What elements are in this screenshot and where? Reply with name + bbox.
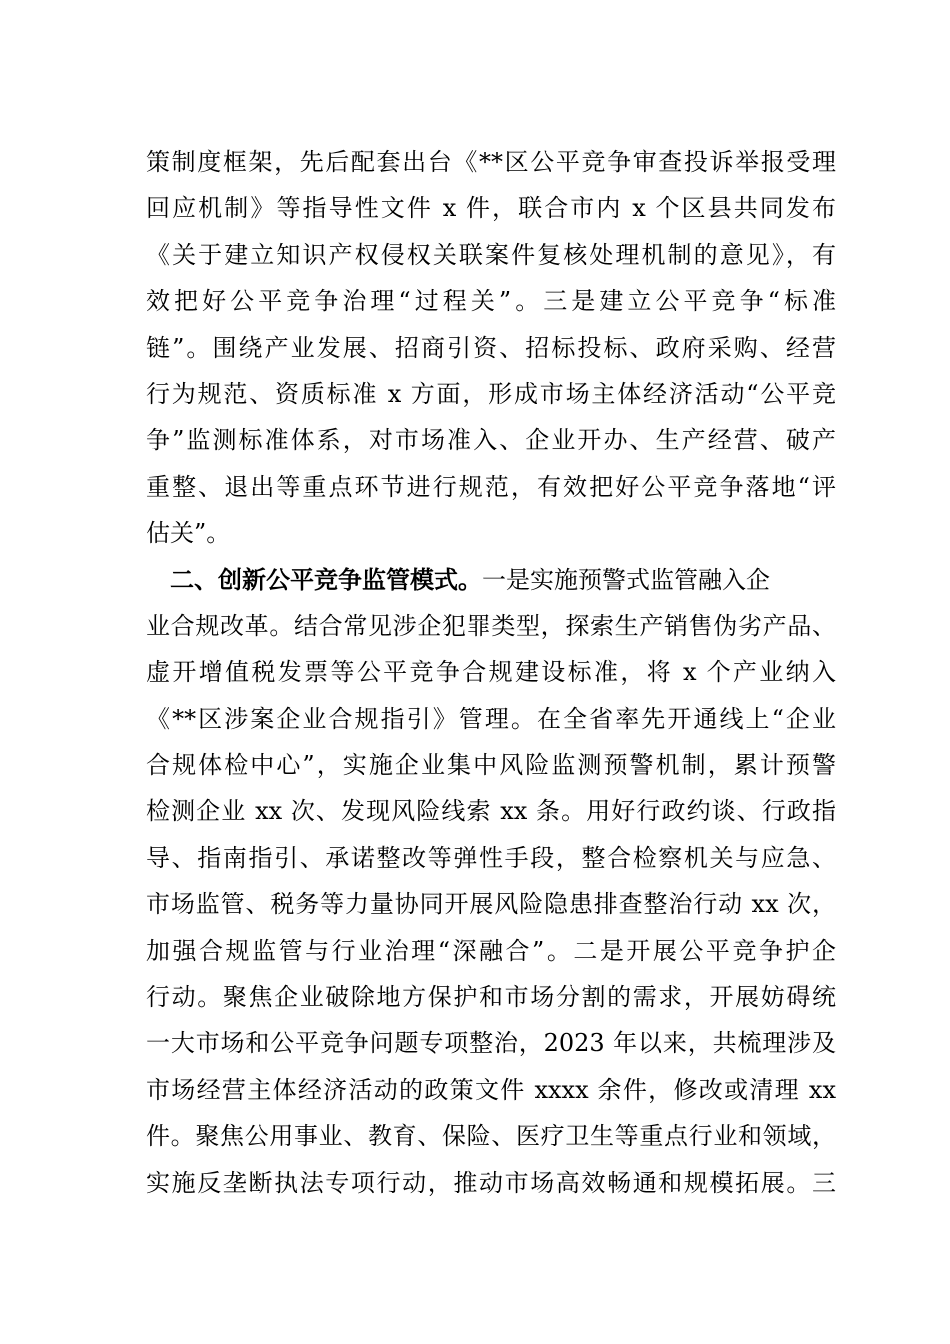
text-line <box>146 557 836 603</box>
text-line: 链”。围绕产业发展、招商引资、招标投标、政府采购、经营 <box>146 333 836 362</box>
text-line: 效把好公平竞争治理“过程关”。三是建立公平竞争“标准 <box>146 287 836 316</box>
text-line: 合规体检中心”，实施企业集中风险监测预警机制，累计预警 <box>146 751 836 780</box>
text-line: 一大市场和公平竞争问题专项整治，2023 年以来，共梳理涉及 <box>146 1029 836 1058</box>
paragraph-1 <box>146 139 836 557</box>
text-line: 加强合规监管与行业治理“深融合”。二是开展公平竞争护企 <box>146 936 836 965</box>
text-line: 检测企业 xx 次、发现风险线索 xx 条。用好行政约谈、行政指 <box>146 797 836 826</box>
text-line: 行为规范、资质标准 x 方面，形成市场主体经济活动“公平竞 <box>146 379 836 408</box>
document-body <box>146 139 836 1206</box>
paragraph-2 <box>146 557 836 1206</box>
text-line: 实施反垄断执法专项行动，推动市场高效畅通和规模拓展。三 <box>146 1168 836 1197</box>
text-line: 估关”。 <box>146 519 231 548</box>
text-line: 行动。聚焦企业破除地方保护和市场分割的需求，开展妨碍统 <box>146 983 836 1012</box>
text-line: 《关于建立知识产权侵权关联案件复核处理机制的意见》，有 <box>146 240 836 269</box>
text-line: 争”监测标准体系，对市场准入、企业开办、生产经营、破产 <box>146 426 836 455</box>
text-line: 件。聚焦公用事业、教育、保险、医疗卫生等重点行业和领域， <box>146 1122 836 1151</box>
heading-line-rest: 一是实施预警式监管融入企 <box>482 565 770 594</box>
text-line: 业合规改革。结合常见涉企犯罪类型，探索生产销售伪劣产品、 <box>146 611 836 640</box>
text-line: 市场经营主体经济活动的政策文件 xxxx 余件，修改或清理 xx <box>146 1075 836 1104</box>
text-line: 《**区涉案企业合规指引》管理。在全省率先开通线上“企业 <box>146 704 836 733</box>
text-line: 回应机制》等指导性文件 x 件，联合市内 x 个区县共同发布 <box>146 194 836 223</box>
text-line: 虚开增值税发票等公平竞争合规建设标准，将 x 个产业纳入 <box>146 658 836 687</box>
text-line: 重整、退出等重点环节进行规范，有效把好公平竞争落地“评 <box>146 472 836 501</box>
text-line: 市场监管、税务等力量协同开展风险隐患排查整治行动 xx 次， <box>146 890 836 919</box>
section-heading: 二、创新公平竞争监管模式。 <box>170 564 482 594</box>
text-line: 导、指南指引、承诺整改等弹性手段，整合检察机关与应急、 <box>146 843 836 872</box>
text-line: 策制度框架，先后配套出台《**区公平竞争审查投诉举报受理 <box>146 148 836 176</box>
